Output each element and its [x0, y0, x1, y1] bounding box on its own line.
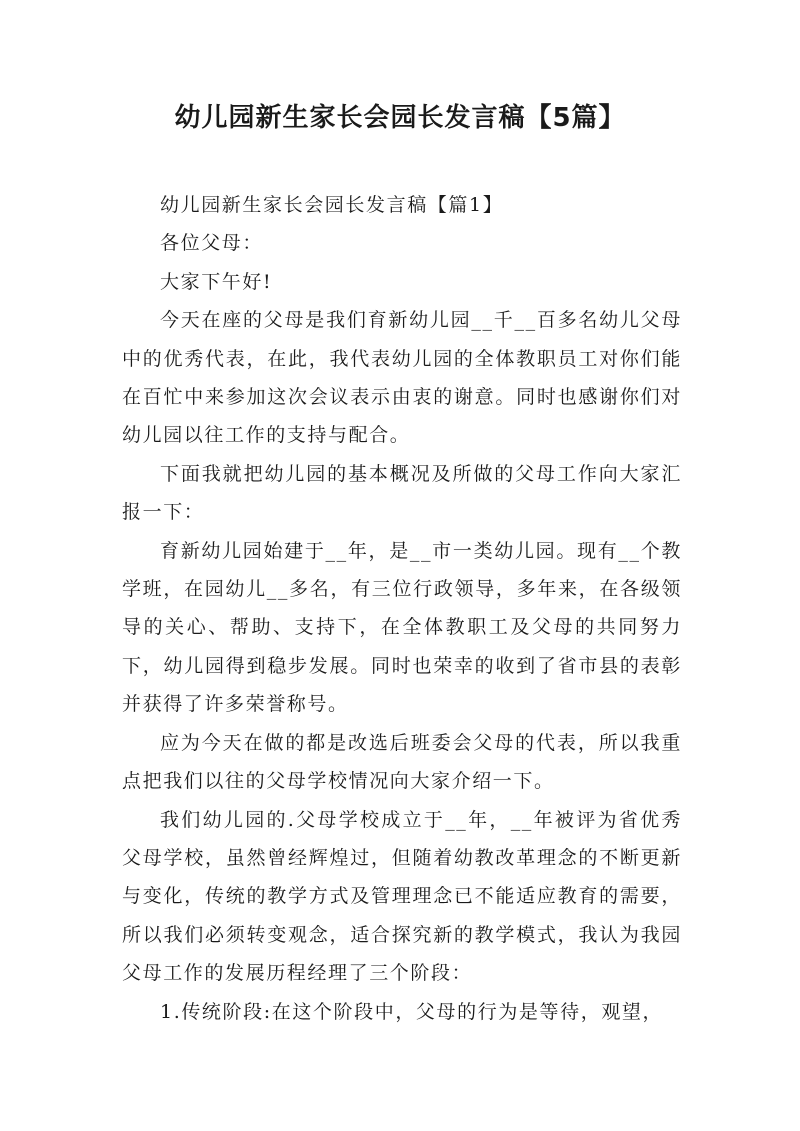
- greeting: 大家下午好!: [160, 270, 273, 293]
- paragraph: 今天在座的父母是我们育新幼儿园__千__百多名幼儿父母中的优秀代表，在此，我代表幼儿园的全体教职员工对你们能在百忙中来参加这次会议表示由衷的谢意。同时也感谢你们对幼儿园以往工作的支持与配合。: [122, 309, 682, 447]
- paragraph: 我们幼儿园的.父母学校成立于__年，__年被评为省优秀父母学校，虽然曾经辉煌过，但随着幼教改革理念的不断更新与变化，传统的教学方式及管理理念已不能适应教育的需要，所以我们必须转变观念，适合探究新的教学模式，我认为我园父母工作的发展历程经理了三个阶段：: [122, 808, 682, 985]
- section-heading: 幼儿园新生家长会园长发言稿【篇1】: [160, 194, 504, 216]
- paragraph: 下面我就把幼儿园的基本概况及所做的父母工作向大家汇报一下：: [122, 462, 682, 524]
- paragraph: 1.传统阶段:在这个阶段中，父母的行为是等待，观望，: [160, 1000, 664, 1023]
- paragraph: 应为今天在做的都是改选后班委会父母的代表，所以我重点把我们以往的父母学校情况向大家介绍一下。: [122, 731, 682, 793]
- document-body: [122, 186, 682, 1031]
- salutation: 各位父母：: [160, 232, 264, 255]
- paragraph: 育新幼儿园始建于__年，是__市一类幼儿园。现有__个教学班，在园幼儿__多名，有三位行政领导，多年来，在各级领导的关心、帮助、支持下，在全体教职工及父母的共同努力下，幼儿园得到稳步发展。同时也荣幸的收到了省市县的表彰并获得了许多荣誉称号。: [122, 539, 682, 716]
- document-title: 幼儿园新生家长会园长发言稿【5篇】: [174, 103, 626, 133]
